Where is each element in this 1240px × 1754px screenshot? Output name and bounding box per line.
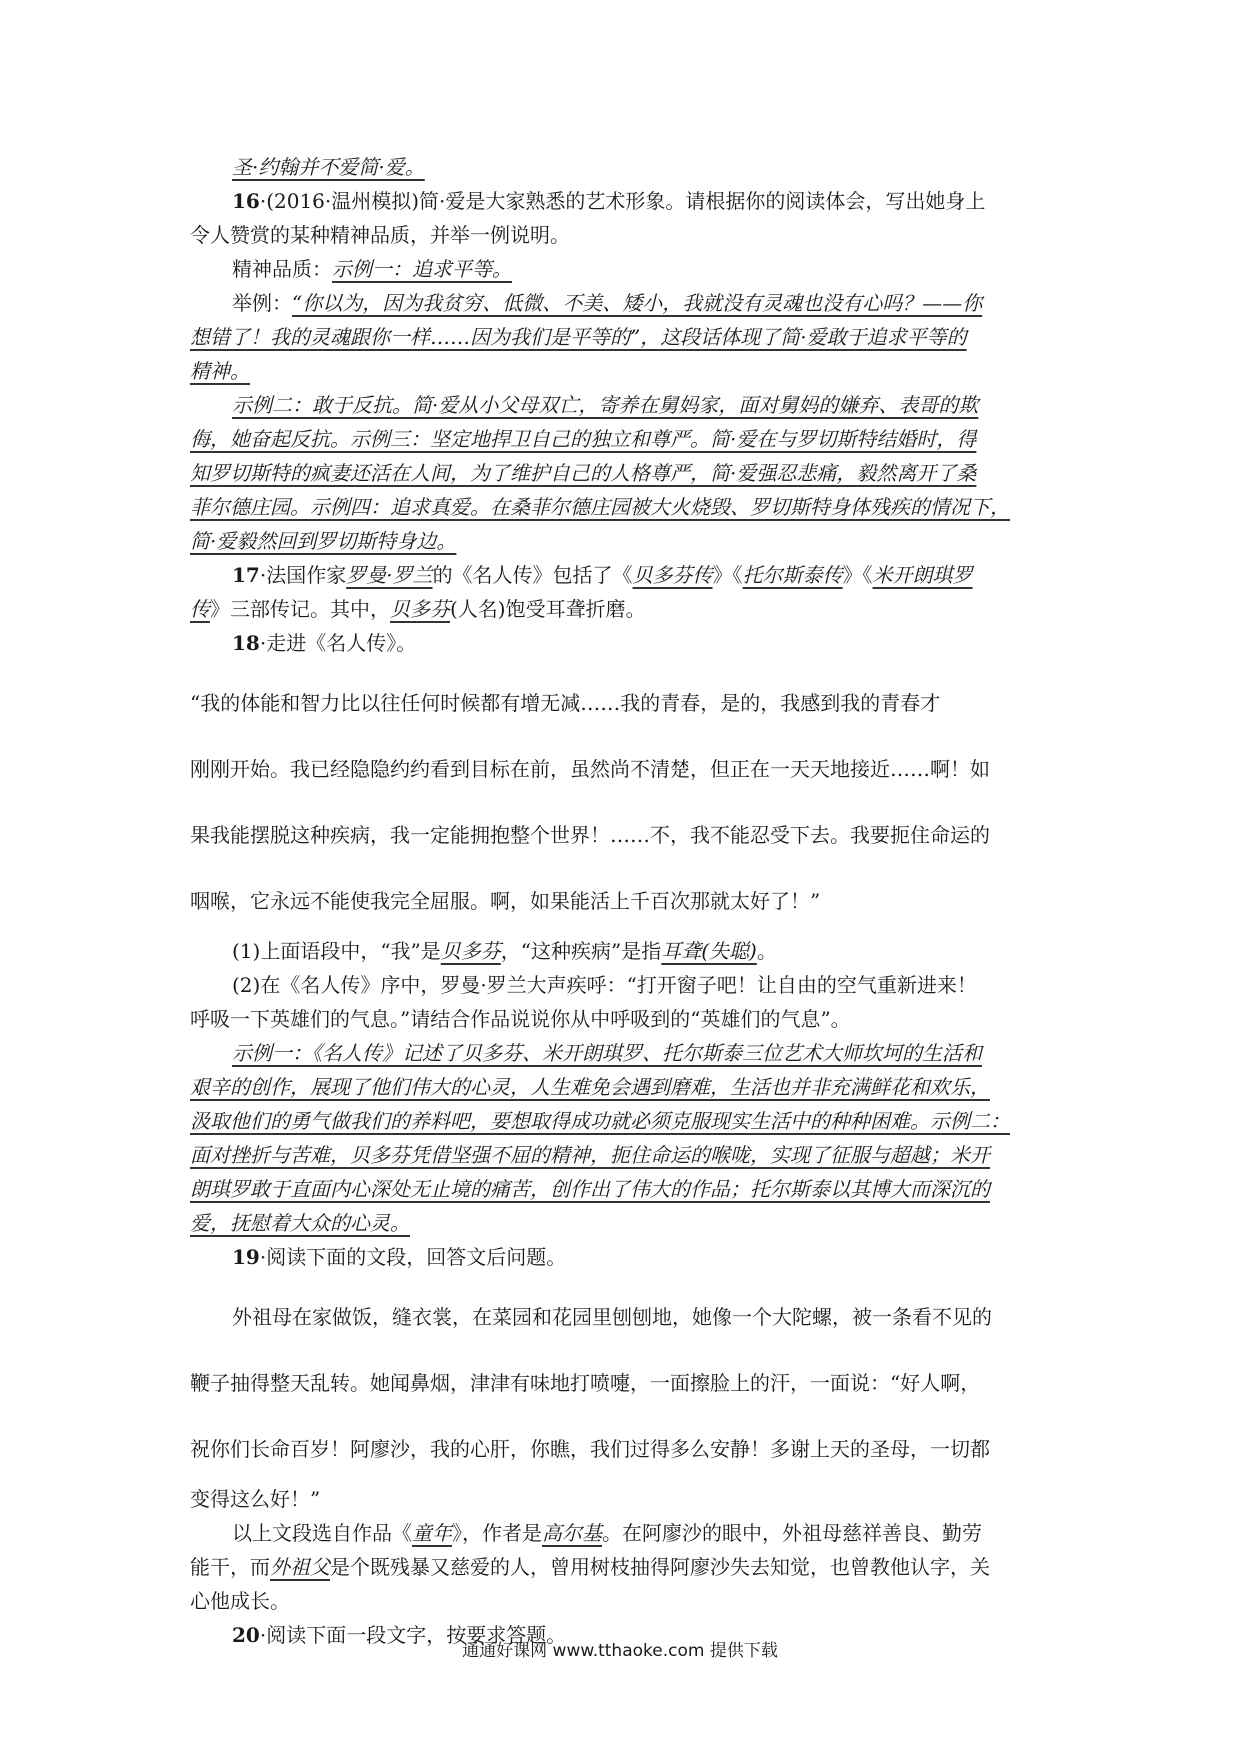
question-text: ·(2016·温州模拟)简·爱是大家熟悉的艺术形象。请根据你的阅读体会，写出她身上 [259, 189, 986, 213]
question-16-cont [190, 218, 1060, 252]
question-18 [190, 626, 1060, 660]
question-text: ·法国作家 [259, 563, 347, 587]
question-text: ·阅读下面一段文字，按要求答题。 [259, 1623, 567, 1647]
question-17-cont [190, 592, 1060, 626]
answer-line: 侮，她奋起反抗。示例三：坚定地捍卫自己的独立和尊严。简·爱在与罗切斯特结婚时，得 [190, 427, 977, 451]
question-text: ，“这种疾病”是指 [500, 939, 662, 963]
passage-line: 果我能摆脱这种疾病，我一定能拥抱整个世界！……不，我不能忍受下去。我要扼住命运的 [190, 823, 990, 847]
answer-blank: 童年 [412, 1521, 452, 1545]
example-line-2 [190, 320, 1060, 354]
quality-line [190, 252, 1060, 286]
answer-blank: 米开朗琪罗 [872, 563, 973, 587]
answer-blank: 贝多芬传 [632, 563, 713, 587]
answer-blank: 贝多芬 [440, 939, 501, 963]
question-text: 。在阿廖沙的眼中，外祖母慈祥善良、勤劳 [602, 1521, 982, 1545]
answer-19-cont [190, 1550, 1060, 1584]
answer-blank: 贝多芬 [390, 597, 450, 621]
question-text: ·阅读下面的文段，回答文后问题。 [259, 1245, 567, 1269]
question-text: 令人赞赏的某种精神品质，并举一例说明。 [190, 223, 570, 247]
passage-line: 鞭子抽得整天乱转。她闻鼻烟，津津有味地打喷嚏，一面擦脸上的汗，一面说：“好人啊， [190, 1371, 981, 1395]
subquestion-2-cont: 呼吸一下英雄们的气息。”请结合作品说说你从中呼吸到的“英雄们的气息”。 [190, 1007, 851, 1031]
question-number: 19 [232, 1245, 260, 1269]
passage-line: 刚刚开始。我已经隐隐约约看到目标在前，虽然尚不清楚，但正在一天天地接近……啊！如 [190, 757, 990, 781]
passage-line: 变得这么好！” [190, 1487, 321, 1511]
answer-text: 圣·约翰并不爱简·爱。 [232, 155, 425, 179]
answer-blank: 传 [190, 597, 210, 621]
answer-line: 简·爱毅然回到罗切斯特身边。 [190, 529, 457, 553]
answer-line: 朗琪罗敢于直面内心深处无止境的痛苦，创作出了伟大的作品；托尔斯泰以其博大而深沉的 [190, 1177, 990, 1201]
question-16 [190, 184, 1060, 218]
passage-line: “我的体能和智力比以往任何时候都有增无减……我的青春，是的，我感到我的青春才 [190, 691, 941, 715]
question-text: 能干，而 [190, 1555, 270, 1579]
answer-line: 示例一：《名人传》记述了贝多芬、米开朗琪罗、托尔斯泰三位艺术大师坎坷的生活和 [232, 1041, 982, 1065]
question-text: 的《名人传》包括了《 [432, 563, 633, 587]
example-label: 举例： [232, 291, 292, 315]
question-text: 》《 [712, 563, 743, 587]
document-page [190, 150, 1060, 1652]
answer-blank: 高尔基 [542, 1521, 602, 1545]
answer-blank: 托尔斯泰传 [742, 563, 843, 587]
example-line [190, 286, 1060, 320]
passage-line: 咽喉，它永远不能使我完全屈服。啊，如果能活上千百次那就太好了！” [190, 889, 821, 913]
answer-line: 示例二：敢于反抗。简·爱从小父母双亡，寄养在舅妈家，面对舅妈的嫌弃、表哥的欺 [232, 393, 979, 417]
example-answer: 想错了！我的灵魂跟你一样……因为我们是平等的”，这段话体现了简·爱敢于追求平等的 [190, 325, 967, 349]
question-text: 。 [756, 939, 777, 963]
answer-line: 菲尔德庄园。示例四：追求真爱。在桑菲尔德庄园被大火烧毁、罗切斯特身体残疾的情况下， [190, 495, 1010, 519]
answer-block-16 [190, 388, 1060, 558]
question-text: 》三部传记。其中， [210, 597, 390, 621]
answer-19-cont: 心他成长。 [190, 1589, 290, 1613]
question-text: (人名)饱受耳聋折磨。 [450, 597, 646, 621]
question-17 [190, 558, 1060, 592]
page-footer: 通通好课网 www.tthaoke.com 提供下载 [462, 1641, 778, 1661]
question-text: 以上文段选自作品《 [232, 1521, 412, 1545]
answer-block-18 [190, 1036, 1060, 1240]
passage-line: 祝你们长命百岁！阿廖沙，我的心肝，你瞧，我们过得多么安静！多谢上天的圣母，一切都 [190, 1437, 990, 1461]
example-line-3 [190, 354, 1060, 388]
question-text: 》《 [842, 563, 873, 587]
question-text: 》，作者是 [452, 1521, 542, 1545]
answer-19 [190, 1516, 1060, 1550]
answer-blank: 耳聋(失聪) [661, 939, 757, 963]
answer-blank: 罗曼·罗兰 [346, 563, 433, 587]
answer-line [190, 150, 1060, 184]
answer-line: 知罗切斯特的疯妻还活在人间，为了维护自己的人格尊严，简·爱强忍悲痛，毅然离开了桑 [190, 461, 977, 485]
question-number: 20 [232, 1623, 260, 1647]
subquestion-2: (2)在《名人传》序中，罗曼·罗兰大声疾呼：“打开窗子吧！让自由的空气重新进来！ [232, 973, 977, 997]
answer-line: 汲取他们的勇气做我们的养料吧，要想取得成功就必须克服现实生活中的种种困难。示例二： [190, 1109, 1010, 1133]
question-text: (1)上面语段中，“我”是 [232, 939, 441, 963]
question-number: 18 [232, 631, 260, 655]
question-number: 16 [232, 189, 260, 213]
example-answer: 精神。 [190, 359, 250, 383]
passage-line: 外祖母在家做饭，缝衣裳，在菜园和花园里刨刨地，她像一个大陀螺，被一条看不见的 [232, 1305, 992, 1329]
question-text: 是个既残暴又慈爱的人，曾用树枝抽得阿廖沙失去知觉，也曾教他认字，关 [330, 1555, 990, 1579]
subquestion-1 [190, 934, 1060, 968]
question-number: 17 [232, 563, 260, 587]
question-text: ·走进《名人传》。 [259, 631, 417, 655]
quality-label: 精神品质： [232, 257, 332, 281]
example-answer: “你以为，因为我贫穷、低微、不美、矮小，我就没有灵魂也没有心吗？——你 [292, 291, 983, 315]
answer-line: 艰辛的创作，展现了他们伟大的心灵，人生难免会遇到磨难，生活也并非充满鲜花和欢乐， [190, 1075, 990, 1099]
answer-line: 爱，抚慰着大众的心灵。 [190, 1211, 410, 1235]
answer-line: 面对挫折与苦难，贝多芬凭借坚强不屈的精神，扼住命运的喉咙，实现了征服与超越；米开 [190, 1143, 990, 1167]
question-19 [190, 1240, 1060, 1274]
quality-answer: 示例一：追求平等。 [332, 257, 512, 281]
answer-blank: 外祖父 [270, 1555, 330, 1579]
